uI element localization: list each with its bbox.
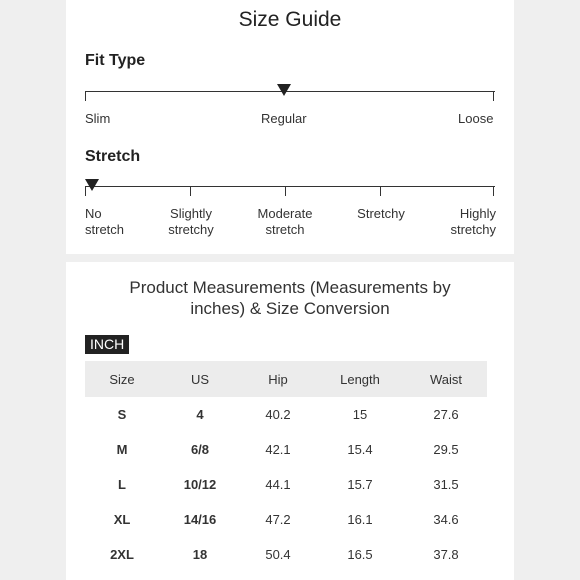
- cell-us: 6/8: [190, 442, 210, 457]
- measurements-heading: [66, 277, 514, 319]
- stretch-label: Stretch: [85, 148, 141, 165]
- fit-type-selected-marker: [277, 84, 291, 96]
- stretch-option-line2: stretchy: [168, 222, 214, 237]
- size-table: [85, 361, 487, 572]
- stretch-tick-1: [190, 186, 191, 196]
- measurements-heading-line1: Product Measurements (Measurements by: [129, 278, 451, 297]
- stretch-option-moderate: [253, 206, 317, 238]
- cell-waist: 34.6: [433, 512, 459, 527]
- fit-type-label: Fit Type: [85, 52, 146, 69]
- table-row: [85, 467, 487, 502]
- cell-length: 16.1: [347, 512, 373, 527]
- cell-waist: 27.6: [433, 407, 459, 422]
- cell-hip: 47.2: [265, 512, 291, 527]
- column-header-length: Length: [315, 361, 405, 397]
- measurements-heading-line2: inches) & Size Conversion: [190, 299, 390, 318]
- cell-hip: 42.1: [265, 442, 291, 457]
- table-row: [85, 397, 487, 432]
- stretch-tick-3: [380, 186, 381, 196]
- unit-badge: INCH: [85, 335, 129, 354]
- cell-size: L: [118, 477, 126, 492]
- fit-type-option-regular: Regular: [261, 111, 307, 126]
- stretch-option-slightly: [166, 206, 216, 238]
- table-row: [85, 537, 487, 572]
- cell-hip: 50.4: [265, 547, 291, 562]
- stretch-option-line2: stretchy: [450, 222, 496, 237]
- measurements-card: [66, 262, 514, 580]
- cell-length: 15.4: [347, 442, 373, 457]
- cell-waist: 29.5: [433, 442, 459, 457]
- table-row: [85, 502, 487, 537]
- stretch-option-line2: stretch: [265, 222, 305, 237]
- table-row: [85, 432, 487, 467]
- stretch-option-line1: Highly: [459, 206, 496, 221]
- cell-length: 16.5: [347, 547, 373, 562]
- stretch-option-stretchy: [351, 206, 411, 222]
- cell-waist: 37.8: [433, 547, 459, 562]
- fit-type-option-loose: Loose: [458, 111, 494, 126]
- cell-length: 15: [352, 407, 368, 422]
- stretch-selected-marker: [85, 179, 99, 191]
- cell-us: 14/16: [183, 512, 217, 527]
- size-guide-card: [66, 0, 514, 254]
- cell-us: 10/12: [183, 477, 217, 492]
- fit-type-tick-slim: [85, 91, 86, 101]
- fit-type-option-slim: Slim: [85, 111, 111, 126]
- stretch-option-line1: Stretchy: [357, 206, 405, 221]
- cell-size: 2XL: [110, 547, 134, 562]
- column-header-size: Size: [85, 361, 159, 397]
- table-header-row: [85, 361, 487, 397]
- stretch-line: [85, 186, 495, 187]
- stretch-tick-4: [493, 186, 494, 196]
- cell-hip: 44.1: [265, 477, 291, 492]
- column-header-waist: Waist: [405, 361, 487, 397]
- stretch-tick-2: [285, 186, 286, 196]
- column-header-us: US: [159, 361, 241, 397]
- cell-hip: 40.2: [265, 407, 291, 422]
- page-title: Size Guide: [238, 8, 342, 31]
- cell-us: 4: [196, 407, 204, 422]
- cell-size: S: [117, 407, 127, 422]
- cell-size: XL: [113, 512, 131, 527]
- stretch-option-line1: No: [85, 206, 102, 221]
- cell-size: M: [116, 442, 128, 457]
- stretch-option-line1: Slightly: [170, 206, 212, 221]
- fit-type-tick-loose: [493, 91, 494, 101]
- column-header-hip: Hip: [241, 361, 315, 397]
- stretch-option-no-stretch: [85, 206, 124, 238]
- cell-length: 15.7: [347, 477, 373, 492]
- stretch-option-line2: stretch: [85, 222, 125, 237]
- cell-waist: 31.5: [433, 477, 459, 492]
- stretch-option-highly: [442, 206, 496, 238]
- cell-us: 18: [192, 547, 208, 562]
- stretch-option-line1: Moderate: [257, 206, 313, 221]
